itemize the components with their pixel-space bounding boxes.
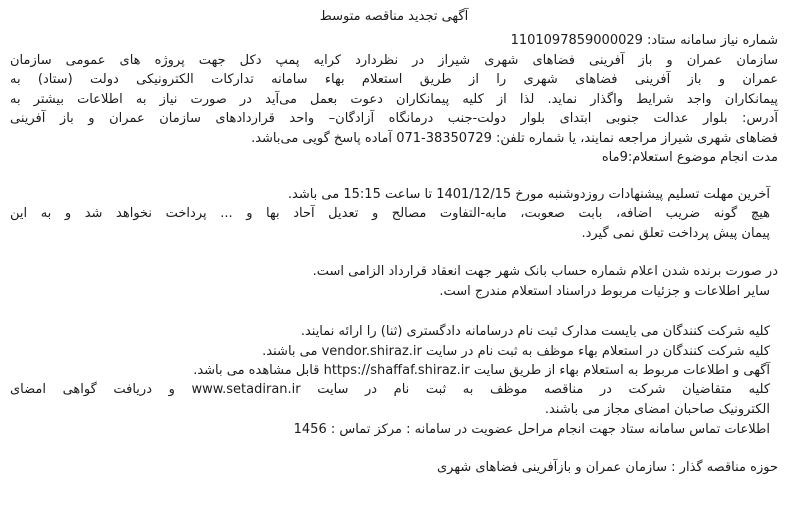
bank-account-line: در صورت برنده شدن اعلام شماره حساب بانک شهر جهت انعقاد قرارداد الزامی است. xyxy=(312,264,778,279)
notice-title: آگهی تجدید مناقصه متوسط xyxy=(319,9,469,24)
intro-line: سازمان عمران و باز آفرینی فضاهای شهری شیراز در نظردارد کرایه پمپ دکل جهت پروژه های عمومی سازمان xyxy=(10,53,778,68)
duration-line: مدت انجام موضوع استعلام:9ماه xyxy=(601,150,778,165)
intro-line: پیمانکاران واجد شرایط واگذار نماید. لذا از کلیه پیمانکاران دعوت بعمل می‌آید در صورت نیاز به اطلاعات بیشتر به xyxy=(10,92,778,107)
registration-line: کلیه متقاضیان شرکت در مناقصه موظف به ثبت نام در سایت www.setadiran.ir و دریافت گواهی امضای xyxy=(10,382,771,397)
deadline-line: آخرین مهلت تسلیم پیشنهادات روزدوشنبه مورخ 1401/12/15 تا ساعت 15:15 می باشد. xyxy=(287,187,770,202)
registration-line: کلیه شرکت کنندگان در استعلام بهاء موظف به ثبت نام در سایت vendor.shiraz.ir می باشند. xyxy=(262,344,770,359)
registration-line: الکترونیک صاحبان امضای مجاز می باشند. xyxy=(544,402,770,417)
organizer-line: حوزه مناقصه گذار : سازمان عمران و بازآفرینی فضاهای شهری xyxy=(436,460,778,475)
registration-line: کلیه شرکت کنندگان می بایست مدارک ثبت نام درسامانه دادگستری (ثنا) را ارائه نمایند. xyxy=(300,324,770,339)
intro-line-contact: فضاهای شهری شیراز مراجعه نمایند، یا شماره تلفن: 38350729-071 آماده پاسخ گویی می‌باشد. xyxy=(251,131,778,146)
intro-line: عمران و باز آفرینی فضاهای شهری را از طریق استعلام بهاء سامانه تدارکات الکترونیکی دولت (ستاد) به xyxy=(10,72,778,87)
registration-line: آگهی و اطلاعات مربوط به استعلام بهاء از طریق سایت https://shaffaf.shiraz.ir قابل مشاهده می باشد. xyxy=(193,363,770,378)
documents-info-line: سایر اطلاعات و جزئیات مربوط دراسناد استعلام مندرج است. xyxy=(439,284,770,299)
intro-line: آدرس: بلوار عدالت جنوبی ابتدای بلوار دولت-جنب درمانگاه آزادگان– واحد قراردادهای سازمان عمران و باز آفرینی xyxy=(10,111,778,126)
need-number-line: شماره نیاز سامانه ستاد: 1101097859000029 xyxy=(510,33,778,48)
terms-line: پیمان پیش پرداخت تعلق نمی گیرد. xyxy=(581,226,770,241)
contact-center-line: اطلاعات تماس سامانه ستاد جهت انجام مراحل عضویت در سامانه : مرکز تماس : 1456 xyxy=(293,422,770,437)
terms-line: هیچ گونه ضریب اضافه، بابت صعوبت، مابه-التفاوت مصالح و تعدیل آحاد بها و ... پرداخت نخواهد شد و به این xyxy=(10,206,770,221)
